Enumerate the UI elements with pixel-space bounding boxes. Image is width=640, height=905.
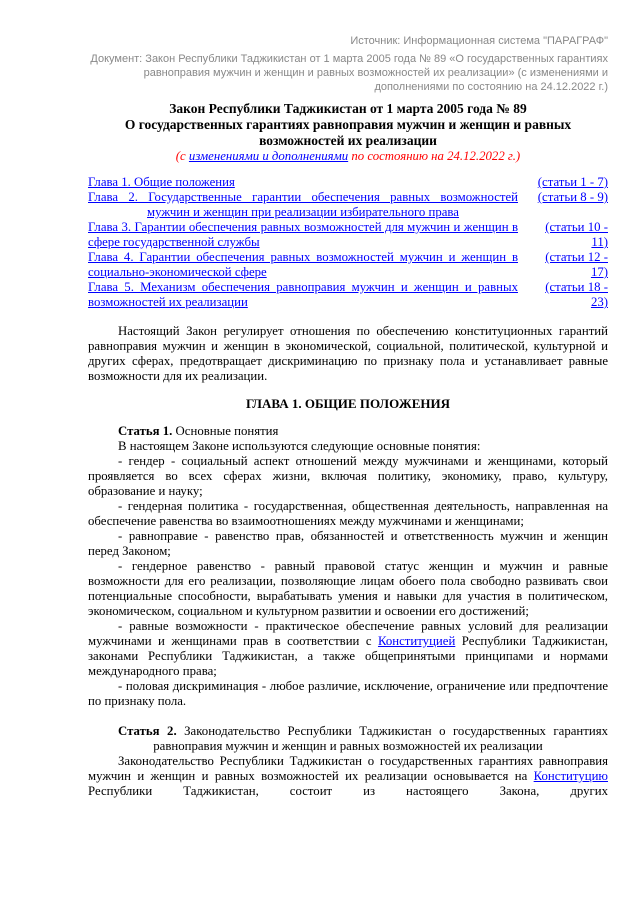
article-2: [88, 724, 608, 799]
definition-equal-opportunities-text: - равные возможности - практическое обеспечение равных условий для реализации мужчинами и женщинами прав в соответствии с: [88, 619, 608, 648]
chapter-1-heading: ГЛАВА 1. ОБЩИЕ ПОЛОЖЕНИЯ: [245, 396, 451, 411]
toc-link-chapter-2[interactable]: Глава 2. Государственные гарантии обеспечения равных возможностей мужчин и женщин при реализации избирательного права: [88, 190, 518, 219]
definition-equal-opportunities: [88, 619, 608, 679]
article-1-title: Основные понятия: [172, 424, 279, 438]
article-2-paragraph-tail: Республики Таджикистан, состоит из настоящего Закона, других: [88, 784, 608, 798]
definition-gender: - гендер - социальный аспект отношений между мужчинами и женщинами, который проявляется во всех сферах жизни, включая политику, экономику, право, культуру, образование и науку;: [88, 454, 608, 498]
toc-row-chapter-2: [88, 190, 608, 220]
toc-articles-chapter-2[interactable]: (статьи 8 - 9): [537, 190, 608, 204]
law-title-line2: О государственных гарантиях равноправия мужчин и женщин и равных возможностей их реализации: [124, 117, 572, 148]
toc-link-chapter-5[interactable]: Глава 5. Механизм обеспечения равноправия мужчин и женщин и равных возможностей их реализации: [88, 280, 518, 309]
amendment-suffix: по состоянию на 24.12.2022 г.): [348, 149, 521, 163]
article-1: [88, 424, 608, 709]
article-2-paragraph-text: Законодательство Республики Таджикистан о государственных гарантиях равноправия мужчин и женщин и равных возможностей их реализации основывается на: [88, 754, 608, 783]
constitution-link-article-2[interactable]: Конституцию: [533, 769, 608, 783]
article-2-paragraph: [88, 754, 608, 799]
definition-equal-opportunities-tail: Республики Таджикистан, законами Республики Таджикистан, а также общепринятыми принципами и нормами международного права;: [88, 634, 608, 678]
amendment-note: [88, 149, 608, 164]
toc-row-chapter-4: [88, 250, 608, 280]
constitution-link-article-1[interactable]: Конституцией: [377, 634, 456, 648]
article-1-intro: В настоящем Законе используются следующие основные понятия:: [118, 439, 481, 453]
toc-articles-chapter-4[interactable]: (статьи 12 - 17): [545, 250, 608, 279]
toc-row-chapter-3: [88, 220, 608, 250]
definition-equal-rights: - равноправие - равенство прав, обязанностей и ответственность мужчин и женщин перед Законом;: [88, 529, 608, 558]
intro-paragraph: Настоящий Закон регулирует отношения по обеспечению конституционных гарантий равноправия мужчин и женщин в экономической, социальной, политической, культурной и других сферах, предотвращает дискриминацию по признаку пола и устанавливает равные возможности для их реализации.: [88, 324, 608, 383]
toc-row-chapter-5: [88, 280, 608, 310]
document-line: Документ: Закон Республики Таджикистан от 1 марта 2005 года № 89 «О государственных гарантиях равноправия мужчин и женщин и равных возможностей их реализации» (с изменениями и дополнениями по состоянию на 24.12.2022 г.): [90, 53, 608, 93]
toc-articles-chapter-3[interactable]: (статьи 10 - 11): [545, 220, 608, 249]
article-2-heading: [88, 724, 608, 754]
toc-articles-chapter-1[interactable]: (статьи 1 - 7): [537, 175, 608, 189]
article-2-label: Статья 2.: [118, 724, 177, 738]
law-title: [88, 101, 608, 149]
amendment-prefix: (с: [175, 149, 189, 163]
amendments-link[interactable]: изменениями и дополнениями: [188, 149, 349, 163]
article-1-label: Статья 1.: [118, 424, 173, 438]
source-line: Источник: Информационная система "ПАРАГРАФ": [350, 35, 608, 47]
definition-gender-policy: - гендерная политика - государственная, общественная деятельность, направленная на обеспечение равенства во взаимоотношениях между мужчинами и женщинами;: [88, 499, 608, 528]
table-of-contents: [88, 175, 608, 310]
toc-link-chapter-3[interactable]: Глава 3. Гарантии обеспечения равных возможностей для мужчин и женщин в сфере государственной службы: [88, 220, 518, 249]
law-title-line1: Закон Республики Таджикистан от 1 марта 2005 года № 89: [169, 101, 527, 116]
toc-row-chapter-1: [88, 175, 608, 190]
definition-gender-equality: - гендерное равенство - равный правовой статус женщин и мужчин и равные возможности для его реализации, позволяющие лицам обоего пола свободно развивать свои потенциальные способности, вырабатывать умения и навыки для участия в политическом, экономическом, социальном и культурном развитии и освоении его достижений;: [88, 559, 608, 618]
toc-articles-chapter-5[interactable]: (статьи 18 - 23): [545, 280, 608, 309]
toc-link-chapter-1[interactable]: Глава 1. Общие положения: [88, 175, 235, 189]
toc-link-chapter-4[interactable]: Глава 4. Гарантии обеспечения равных возможностей мужчин и женщин в социально-экономической сфере: [88, 250, 518, 279]
article-1-heading: [88, 424, 608, 439]
article-2-title: Законодательство Республики Таджикистан о государственных гарантиях равноправия мужчин и женщин и равных возможностей их реализации: [153, 724, 609, 753]
document-meta-header: [88, 34, 608, 94]
definition-sex-discrimination: - половая дискриминация - любое различие, исключение, ограничение или предпочтение по признаку пола.: [88, 679, 608, 708]
